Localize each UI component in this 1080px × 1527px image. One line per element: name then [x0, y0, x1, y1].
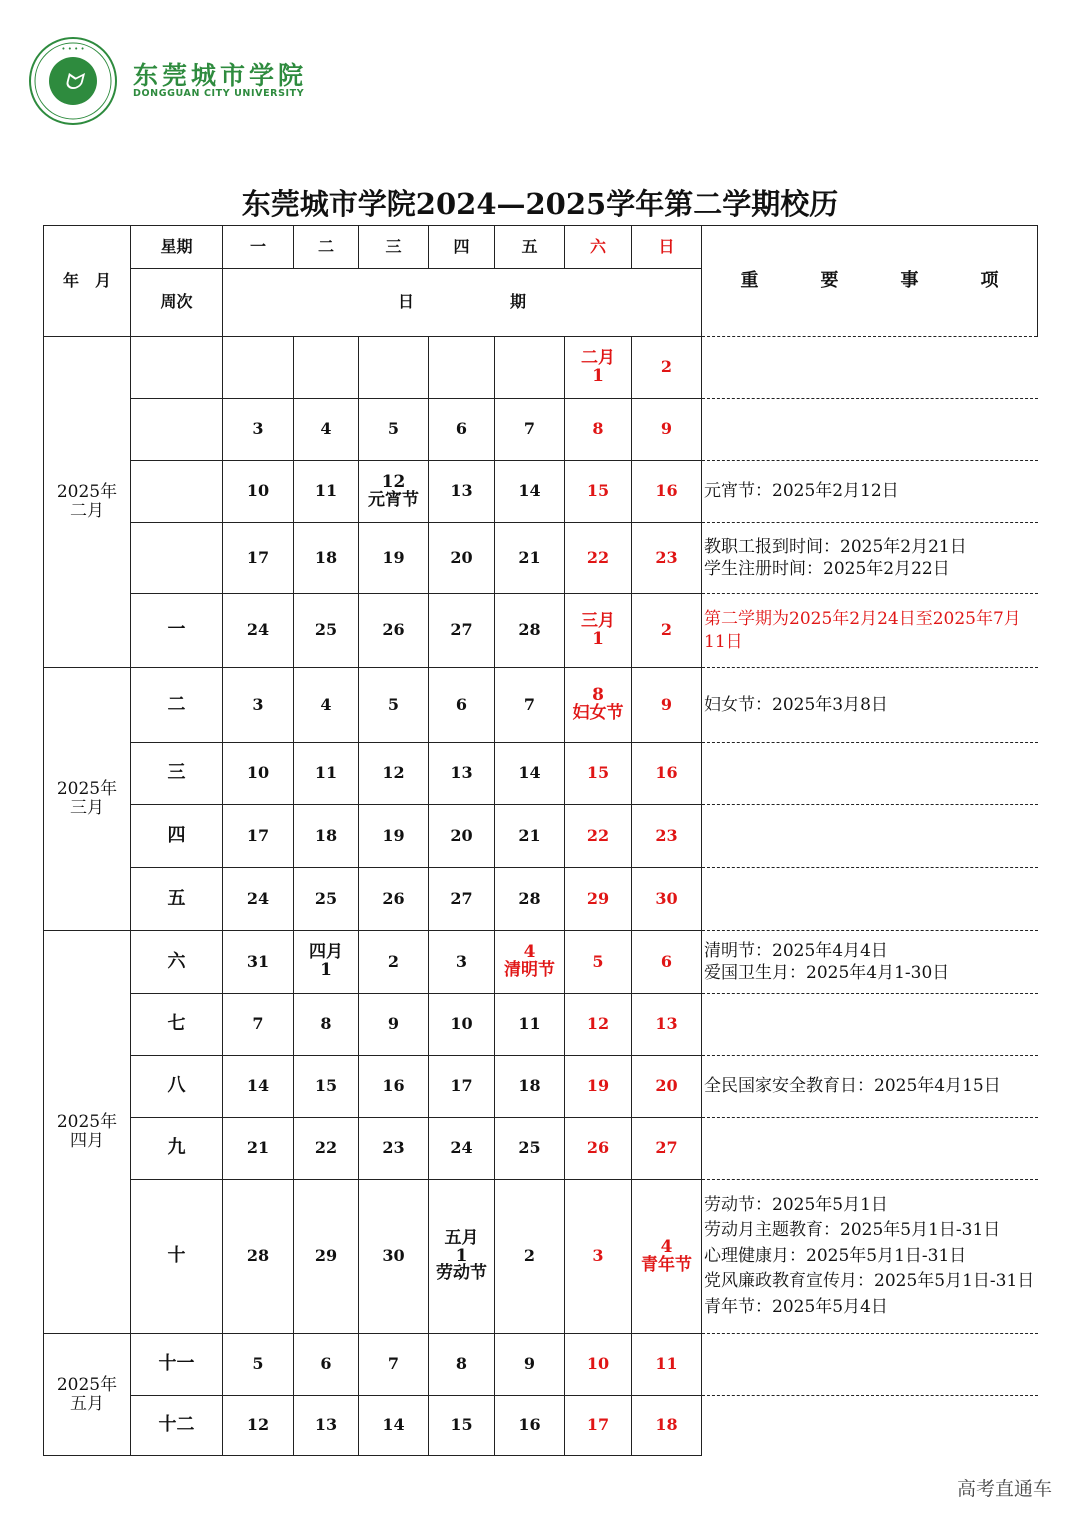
important-events-cell	[702, 523, 1038, 594]
important-events-cell	[702, 1180, 1038, 1334]
day-cell: 20	[429, 523, 495, 594]
day-cell: 7	[223, 994, 294, 1056]
university-seal-logo	[28, 36, 118, 126]
week-row	[44, 594, 1038, 668]
event-note: 全民国家安全教育日：2025年4月15日	[704, 1076, 1001, 1097]
day-cell: 6	[429, 399, 495, 461]
important-events-header	[702, 226, 1038, 337]
day-cell: 23	[359, 1118, 429, 1180]
day-cell: 7	[495, 668, 565, 743]
day-cell: 3	[429, 931, 495, 994]
day-cell: 2	[632, 337, 702, 399]
event-note: 爱国卫生月：2025年4月1-30日	[704, 963, 950, 983]
day-cell	[429, 337, 495, 399]
day-cell: 5	[359, 668, 429, 743]
day-cell: 25	[294, 594, 359, 668]
day-cell: 20	[429, 805, 495, 868]
day-cell: 21	[223, 1118, 294, 1180]
day-cell: 17	[223, 805, 294, 868]
day-cell: 26	[359, 594, 429, 668]
important-events-cell	[702, 743, 1038, 805]
weekday-fri: 五	[495, 226, 565, 269]
event-note: 妇女节：2025年3月8日	[704, 694, 888, 715]
day-cell: 31	[223, 931, 294, 994]
date-header: 日 期	[223, 269, 702, 337]
day-cell: 23	[632, 523, 702, 594]
day-cell	[294, 337, 359, 399]
weekday-wed: 三	[359, 226, 429, 269]
event-note: 党风廉政教育宣传月：2025年5月1日-31日	[704, 1271, 1035, 1292]
week-number: 三	[131, 743, 223, 805]
important-events-cell	[702, 594, 1038, 668]
day-cell: 10	[223, 461, 294, 523]
day-cell: 22	[565, 523, 632, 594]
week-row	[44, 743, 1038, 805]
day-cell	[223, 337, 294, 399]
day-cell: 19	[565, 1056, 632, 1118]
day-cell: 12	[565, 994, 632, 1056]
important-events-cell	[702, 461, 1038, 523]
day-cell: 9	[632, 399, 702, 461]
watermark: 高考直通车	[956, 1478, 1052, 1500]
day-cell: 28	[495, 868, 565, 931]
week-row	[44, 868, 1038, 931]
day-cell	[495, 337, 565, 399]
important-events-cell	[702, 337, 1038, 399]
week-number-header: 周次	[131, 269, 223, 337]
day-cell: 15	[565, 743, 632, 805]
weekday-thu: 四	[429, 226, 495, 269]
svg-text:• • • •: • • • •	[61, 45, 85, 53]
day-cell: 二月 1	[565, 337, 632, 399]
day-cell: 27	[429, 594, 495, 668]
important-events-cell	[702, 1334, 1038, 1396]
week-number: 六	[131, 931, 223, 994]
week-number: 四	[131, 805, 223, 868]
week-number: 八	[131, 1056, 223, 1118]
university-name-cn: 东莞城市学院	[133, 61, 308, 90]
day-cell: 10	[223, 743, 294, 805]
day-cell: 9	[359, 994, 429, 1056]
day-cell: 27	[632, 1118, 702, 1180]
day-cell: 6	[429, 668, 495, 743]
day-cell: 15	[565, 461, 632, 523]
day-cell: 11	[495, 994, 565, 1056]
day-cell: 17	[223, 523, 294, 594]
day-cell: 16	[632, 743, 702, 805]
day-cell: 17	[429, 1056, 495, 1118]
week-row	[44, 805, 1038, 868]
important-events-cell	[702, 399, 1038, 461]
day-cell: 4	[294, 399, 359, 461]
day-cell: 18	[495, 1056, 565, 1118]
day-cell: 7	[495, 399, 565, 461]
day-cell: 29	[294, 1180, 359, 1334]
day-cell: 4 青年节	[632, 1180, 702, 1334]
day-cell: 12 元宵节	[359, 461, 429, 523]
day-cell: 10	[565, 1334, 632, 1396]
day-cell: 19	[359, 523, 429, 594]
university-name-en: DONGGUAN CITY UNIVERSITY	[133, 88, 305, 99]
day-cell: 18	[294, 805, 359, 868]
day-cell: 四月 1	[294, 931, 359, 994]
day-cell: 5	[223, 1334, 294, 1396]
page-title: 东莞城市学院2024—2025学年第二学期校历	[241, 187, 839, 221]
day-cell: 11	[294, 461, 359, 523]
day-cell: 18	[632, 1396, 702, 1456]
week-number	[131, 461, 223, 523]
day-cell: 3	[223, 668, 294, 743]
event-note: 学生注册时间：2025年2月22日	[704, 559, 950, 579]
day-cell: 14	[495, 743, 565, 805]
important-char: 项	[980, 269, 999, 291]
day-cell: 三月 1	[565, 594, 632, 668]
day-cell: 9	[495, 1334, 565, 1396]
day-cell: 16	[359, 1056, 429, 1118]
day-cell: 3	[565, 1180, 632, 1334]
weekday-header: 星期	[131, 226, 223, 269]
week-row	[44, 1056, 1038, 1118]
week-row	[44, 1180, 1038, 1334]
week-number	[131, 523, 223, 594]
day-cell: 13	[429, 461, 495, 523]
day-cell: 12	[223, 1396, 294, 1456]
important-char: 事	[900, 269, 919, 291]
day-cell: 8 妇女节	[565, 668, 632, 743]
day-cell: 22	[294, 1118, 359, 1180]
week-number	[131, 399, 223, 461]
event-note: 青年节：2025年5月4日	[704, 1296, 888, 1317]
important-events-cell	[702, 1056, 1038, 1118]
day-cell: 25	[294, 868, 359, 931]
week-row	[44, 1118, 1038, 1180]
day-cell: 24	[429, 1118, 495, 1180]
day-cell: 28	[495, 594, 565, 668]
week-row	[44, 994, 1038, 1056]
day-cell: 16	[632, 461, 702, 523]
day-cell: 13	[294, 1396, 359, 1456]
day-cell: 5	[359, 399, 429, 461]
day-cell: 30	[359, 1180, 429, 1334]
day-cell: 18	[294, 523, 359, 594]
day-cell: 3	[223, 399, 294, 461]
weekday-tue: 二	[294, 226, 359, 269]
day-cell: 4 清明节	[495, 931, 565, 994]
day-cell: 21	[495, 523, 565, 594]
day-cell: 12	[359, 743, 429, 805]
important-events-cell	[702, 668, 1038, 743]
week-number: 七	[131, 994, 223, 1056]
day-cell: 11	[632, 1334, 702, 1396]
important-events-cell	[702, 1118, 1038, 1180]
day-cell: 25	[495, 1118, 565, 1180]
day-cell: 30	[632, 868, 702, 931]
week-number: 九	[131, 1118, 223, 1180]
day-cell: 8	[429, 1334, 495, 1396]
day-cell: 20	[632, 1056, 702, 1118]
day-cell: 22	[565, 805, 632, 868]
day-cell: 26	[565, 1118, 632, 1180]
day-cell: 19	[359, 805, 429, 868]
week-row	[44, 1334, 1038, 1396]
year-month-header: 年 月	[44, 226, 131, 337]
event-note: 第二学期为2025年2月24日至2025年7月11日	[704, 609, 1021, 652]
day-cell: 14	[359, 1396, 429, 1456]
day-cell: 14	[495, 461, 565, 523]
week-row	[44, 931, 1038, 994]
day-cell: 2	[359, 931, 429, 994]
day-cell: 21	[495, 805, 565, 868]
day-cell: 8	[565, 399, 632, 461]
day-cell: 13	[632, 994, 702, 1056]
day-cell: 6	[294, 1334, 359, 1396]
month-label: 2025年 二月	[44, 337, 131, 668]
day-cell: 24	[223, 594, 294, 668]
day-cell: 14	[223, 1056, 294, 1118]
week-row	[44, 668, 1038, 743]
week-number: 一	[131, 594, 223, 668]
day-cell: 23	[632, 805, 702, 868]
day-cell	[359, 337, 429, 399]
day-cell: 16	[495, 1396, 565, 1456]
event-note: 教职工报到时间：2025年2月21日	[704, 536, 967, 557]
event-note: 心理健康月：2025年5月1日-31日	[704, 1245, 967, 1266]
day-cell: 2	[495, 1180, 565, 1334]
event-note: 劳动节：2025年5月1日	[704, 1194, 888, 1215]
day-cell: 29	[565, 868, 632, 931]
important-events-cell	[702, 868, 1038, 931]
important-events-cell	[702, 994, 1038, 1056]
svg-text:ᗢ: ᗢ	[63, 70, 83, 95]
day-cell: 28	[223, 1180, 294, 1334]
important-char: 重	[740, 269, 759, 291]
week-number: 五	[131, 868, 223, 931]
week-row	[44, 337, 1038, 399]
day-cell: 4	[294, 668, 359, 743]
week-row	[44, 523, 1038, 594]
week-row	[44, 1396, 1038, 1456]
day-cell: 10	[429, 994, 495, 1056]
day-cell: 8	[294, 994, 359, 1056]
week-number	[131, 337, 223, 399]
weekday-sun: 日	[632, 226, 702, 269]
day-cell: 五月 1 劳动节	[429, 1180, 495, 1334]
month-label: 2025年 四月	[44, 931, 131, 1334]
weekday-sat: 六	[565, 226, 632, 269]
weekday-mon: 一	[223, 226, 294, 269]
day-cell: 9	[632, 668, 702, 743]
week-row	[44, 461, 1038, 523]
day-cell: 13	[429, 743, 495, 805]
day-cell: 15	[294, 1056, 359, 1118]
day-cell: 24	[223, 868, 294, 931]
event-note: 清明节：2025年4月4日	[704, 940, 888, 961]
event-note: 元宵节：2025年2月12日	[704, 481, 899, 502]
important-events-cell	[702, 805, 1038, 868]
week-number: 二	[131, 668, 223, 743]
important-char: 要	[820, 269, 839, 291]
day-cell: 6	[632, 931, 702, 994]
important-events-cell	[702, 1396, 1038, 1456]
day-cell: 11	[294, 743, 359, 805]
week-number: 十	[131, 1180, 223, 1334]
month-label: 2025年 五月	[44, 1334, 131, 1456]
day-cell: 5	[565, 931, 632, 994]
day-cell: 26	[359, 868, 429, 931]
important-events-cell	[702, 931, 1038, 994]
event-note: 劳动月主题教育：2025年5月1日-31日	[704, 1220, 1001, 1241]
week-number: 十一	[131, 1334, 223, 1396]
day-cell: 7	[359, 1334, 429, 1396]
week-row	[44, 399, 1038, 461]
day-cell: 2	[632, 594, 702, 668]
calendar-table	[43, 225, 1038, 1456]
week-number: 十二	[131, 1396, 223, 1456]
day-cell: 17	[565, 1396, 632, 1456]
day-cell: 15	[429, 1396, 495, 1456]
day-cell: 27	[429, 868, 495, 931]
month-label: 2025年 三月	[44, 668, 131, 931]
